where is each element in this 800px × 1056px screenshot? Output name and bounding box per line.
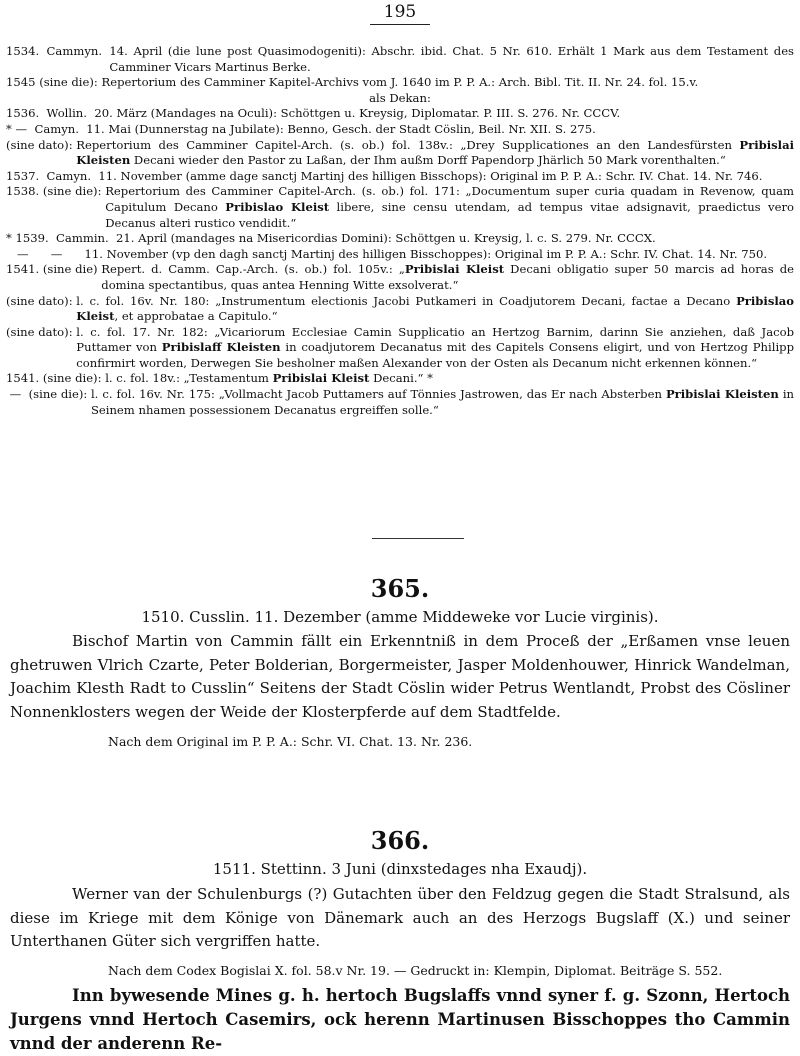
- entry-text: [91, 387, 794, 418]
- entries-list: [6, 44, 794, 418]
- entry-text-part: Repertorium des Camminer Capitel-Arch. (s. ob.) fol. 171: „Documentum super curia quadam in Revenow, quam Capitulum Decano: [105, 184, 794, 214]
- register-entry: [6, 325, 794, 372]
- entry-text: [86, 122, 794, 138]
- document-number-365: 365.: [370, 574, 430, 603]
- entry-text: [102, 75, 795, 91]
- document-text-366: Inn bywesende Mines g. h. hertoch Bugslaffs vnnd syner f. g. Szonn, Hertoch Jurgens vnnd Hertoch Casemirs, ock herenn Martinusen Bisschoppes tho Cammin vnnd der anderenn Re-: [10, 986, 790, 1053]
- entry-name-bold: Pribislai Kleist: [272, 371, 370, 386]
- entry-label: 1536. Wollin.: [6, 106, 95, 121]
- entry-label: (sine dato):: [6, 137, 77, 152]
- entry-text-part: l. c. fol. 16v. Nr. 180: „Instrumentum electionis Jacobi Putkameri in Coadjutorem Decani, factae a Decano: [76, 293, 737, 308]
- register-entry: [6, 387, 794, 418]
- entry-text: [94, 106, 794, 122]
- entry-name-bold: Pribislai Kleist: [404, 262, 505, 277]
- entry-label: * — Camyn.: [6, 121, 87, 136]
- entry-text-part: Decani wieder den Pastor zu Laßan, der Ihm außm Dorff Papendorp Jhärlich 50 Mark vorenthalten.“: [130, 153, 726, 168]
- entry-name-bold: Pribislao Kleist: [76, 293, 794, 324]
- register-entry: [6, 44, 794, 75]
- entry-text: [101, 262, 794, 293]
- entry-text-part: 20. März (Mandages na Oculi): Schöttgen u. Kreysig, Diplomatar. P. III. S. 276. Nr. CCCV.: [94, 106, 621, 121]
- entry-text: [105, 184, 794, 231]
- register-entry: [6, 91, 794, 107]
- entry-text: [109, 44, 794, 75]
- entry-text-part: in coadjutorem Decanatus mit des Capitels Consens eligirt, und von Hertzog Philipp confirmirt worden, Derwegen Sie besholner maßen Alexander von der Osten als Decanum nicht erkennen können.“: [76, 340, 794, 370]
- entry-text-part: Repertorium des Camminer Kapitel-Archivs vom J. 1640 im P. P. A.: Arch. Bibl. Tit. II. Nr. 24. fol. 15.v.: [101, 75, 699, 90]
- page-number: 195: [0, 2, 800, 22]
- entry-label: 1537. Camyn.: [6, 168, 99, 183]
- entry-text-part: 11. November (vp den dagh sanctj Martinj des hilligen Bisschoppes): Original im P. P. A.: Schr. IV. Chat. 14. Nr. 750.: [84, 246, 768, 261]
- entry-text-part: l. c. fol. 17. Nr. 182: „Vicariorum Ecclesiae Camin Supplicatio an Hertzog Barnim, darinn Sie anziehen, daß Jacob Puttamer von: [76, 324, 794, 355]
- register-entry: [6, 75, 794, 91]
- entry-text-part: Repert. d. Camm. Cap.-Arch. (s. ob.) fol. 105v.: „: [101, 262, 405, 277]
- entry-name-bold: Pribislai Kleisten: [665, 387, 779, 402]
- document-header-365: 1510. Cusslin. 11. Dezember (amme Middeweke vor Lucie virginis).: [141, 608, 659, 626]
- entry-name-bold: Pribislai Kleisten: [76, 137, 794, 168]
- entry-label: — —: [6, 246, 85, 261]
- register-entry: [6, 371, 794, 387]
- entry-text-part: 21. April (mandages na Misericordias Domini): Schöttgen u. Kreysig, l. c. S. 279. Nr. CCCX.: [116, 231, 656, 246]
- entry-text-part: , et approbatae a Capitulo.“: [114, 309, 278, 324]
- entry-label: * 1539. Cammin.: [6, 231, 117, 246]
- register-entry: [6, 184, 794, 231]
- register-entry: [6, 169, 794, 185]
- entry-label: 1541. (sine die):: [6, 371, 106, 386]
- entry-text-part: Decani.“ *: [369, 371, 433, 386]
- register-entry: [6, 138, 794, 169]
- document-source-366: Nach dem Codex Bogislai X. fol. 58.v Nr. 19. — Gedruckt in: Klempin, Diplomat. Beiträge S. 552.: [108, 963, 723, 978]
- entry-text: [98, 169, 794, 185]
- document-source-365: Nach dem Original im P. P. A.: Schr. VI. Chat. 13. Nr. 236.: [108, 734, 473, 749]
- entry-subheading: als Dekan:: [369, 90, 431, 105]
- entry-name-bold: Pribislaff Kleisten: [161, 340, 281, 355]
- entry-label: 1538. (sine die):: [6, 184, 106, 199]
- entry-label: (sine dato):: [6, 293, 77, 308]
- entry-text-part: libere, sine censu utendam, ad tempus vitae adsignavit, praedictus vero Decanus alteri rustico vendidit.“: [105, 199, 794, 230]
- entry-label: 1545 (sine die):: [6, 75, 102, 90]
- entry-text: [76, 294, 794, 325]
- entry-text-part: l. c. fol. 16v. Nr. 175: „Vollmacht Jacob Puttamers auf Tönnies Jastrowen, das Er nach Absterben: [90, 387, 666, 402]
- entry-name-bold: Pribislao Kleist: [225, 199, 330, 214]
- entry-label: — (sine die):: [6, 387, 91, 402]
- entry-text: [116, 231, 794, 247]
- entry-text-part: in Seinem nhamen possessionem Decanatus ergreiffen solle.“: [90, 387, 794, 417]
- entry-text: [105, 371, 794, 387]
- document-header-366: 1511. Stettinn. 3 Juni (dinxstedages nha Exaudj).: [212, 860, 588, 878]
- section-divider: [372, 538, 464, 539]
- entry-text-part: Decani obligatio super 50 marcis ad horas de domina spectantibus, quas antea Henning Witte exsolverat.“: [101, 262, 794, 292]
- entry-text-part: l. c. fol. 18v.: „Testamentum: [105, 371, 273, 386]
- register-entry: [6, 247, 794, 263]
- entry-text: [84, 247, 794, 263]
- register-entry: [6, 294, 794, 325]
- entry-text-part: 11. November (amme dage sanctj Martinj des hilligen Bisschops): Original im P. P. A.: Schr. IV. Chat. 14. Nr. 746.: [98, 168, 763, 183]
- register-entry: [6, 262, 794, 293]
- document-number-366: 366.: [370, 826, 430, 855]
- entry-text: [76, 138, 794, 169]
- register-entry: [6, 106, 794, 122]
- entry-label: 1534. Cammyn.: [6, 44, 110, 58]
- document-body-366: Werner van der Schulenburgs (?) Gutachten über den Feldzug gegen die Stadt Stralsund, als diese im Kriege mit dem Könige von Dänemark auch an des Herzogs Bugslaff (X.) und seiner Unterthanen Güter sich vergriffen hatte.: [10, 885, 790, 950]
- entry-label: (sine dato):: [6, 324, 77, 339]
- register-entry: [6, 122, 794, 138]
- register-entry: [6, 231, 794, 247]
- entry-text: [76, 325, 794, 372]
- entry-label: 1541. (sine die): [6, 262, 102, 277]
- entry-text-part: 11. Mai (Dunnerstag na Jubilate): Benno, Gesch. der Stadt Cöslin, Beil. Nr. XII. S. 275.: [86, 121, 596, 136]
- entry-text-part: Repertorium des Camminer Capitel-Arch. (s. ob.) fol. 138v.: „Drey Supplicationes an den Landesfürsten: [76, 137, 740, 152]
- document-body-365: Bischof Martin von Cammin fällt ein Erkenntniß in dem Proceß der „Erßamen vnse leuen ghetruwen Vlrich Czarte, Peter Bolderian, Borgermeister, Jasper Moldenhouwer, Hinrick Wandelman, Joachim Klesth Radt to Cusslin“ Seitens der Stadt Cöslin wider Petrus Wentlandt, Probst des Cösliner Nonnenklosters wegen der Weide der Klosterpferde auf dem Stadtfelde.: [10, 632, 790, 721]
- entry-text-part: 14. April (die lune post Quasimodogeniti): Abschr. ibid. Chat. 5 Nr. 610. Erhält 1 Mark aus dem Testament des Camminer Vicars Martinus Berke.: [109, 44, 794, 74]
